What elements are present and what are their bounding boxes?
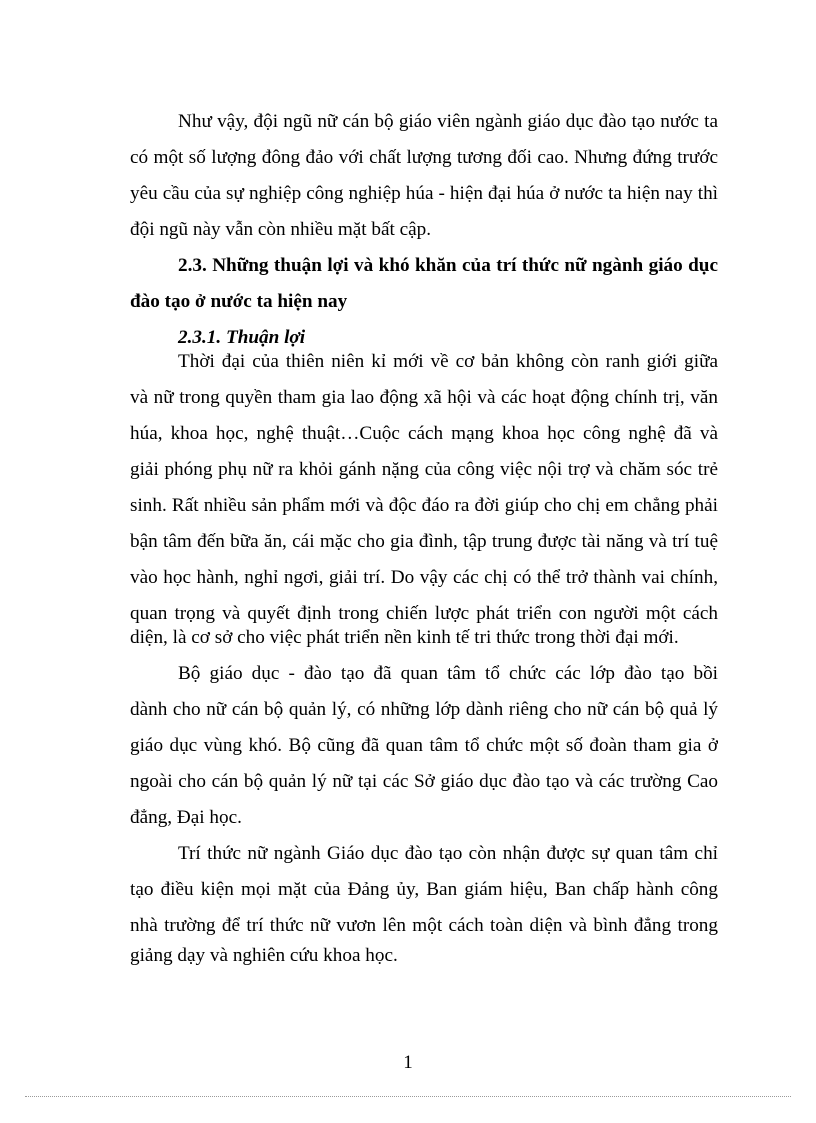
paragraph-line: tạo điều kiện mọi mặt của Đảng ủy, Ban giám hiệu, Ban chấp hành công [130,879,718,900]
paragraph-line: dành cho nữ cán bộ quản lý, có những lớp dành riêng cho nữ cán bộ quả lý [130,699,718,720]
paragraph-line: giảng dạy và nghiên cứu khoa học. [130,945,398,966]
paragraph-line: húa, khoa học, nghệ thuật…Cuộc cách mạng khoa học công nghệ đã và [130,423,718,444]
paragraph-line: đẳng, Đại học. [130,807,242,828]
paragraph-line: sinh. Rất nhiều sản phẩm mới và độc đáo ra đời giúp cho chị em chẳng phải [130,495,718,516]
heading-line: 2.3. Những thuận lợi và khó khăn của trí thức nữ ngành giáo dục [178,255,718,276]
paragraph-line: vào học hành, nghỉ ngơi, giải trí. Do vậy các chị có thể trở thành vai chính, [130,567,718,588]
paragraph-line: đội ngũ này vẫn còn nhiều mặt bất cập. [130,219,432,240]
paragraph-line: diện, là cơ sở cho việc phát triển nền kinh tế tri thức trong thời đại mới. [130,627,679,648]
paragraph-line: giáo dục vùng khó. Bộ cũng đã quan tâm tổ chức một số đoàn tham gia ở [130,735,718,756]
paragraph-line: Như vậy, đội ngũ nữ cán bộ giáo viên ngành giáo dục đào tạo nước ta [178,111,718,132]
paragraph-line: giải phóng phụ nữ ra khỏi gánh nặng của công việc nội trợ và chăm sóc trẻ [130,459,718,480]
paragraph-line: quan trọng và quyết định trong chiến lược phát triển con người một cách [130,603,718,624]
heading-line: đào tạo ở nước ta hiện nay [130,291,348,312]
paragraph-line: Bộ giáo dục - đào tạo đã quan tâm tổ chức các lớp đào tạo bồi [178,663,718,684]
paragraph-line: Trí thức nữ ngành Giáo dục đào tạo còn nhận được sự quan tâm chỉ [178,843,718,864]
paragraph-line: có một số lượng đông đảo với chất lượng tương đối cao. Nhưng đứng trước [130,147,718,168]
paragraph-line: và nữ trong quyền tham gia lao động xã hội và các hoạt động chính trị, văn [130,387,718,408]
subsection-heading: 2.3.1. Thuận lợi [178,327,306,348]
paragraph-line: nhà trường để trí thức nữ vươn lên một cách toàn diện và bình đẳng trong [130,915,718,936]
paragraph-line: yêu cầu của sự nghiệp công nghiệp húa - hiện đại húa ở nước ta hiện nay thì [130,183,718,204]
paragraph-line: Thời đại của thiên niên kỉ mới về cơ bản không còn ranh giới giữa [178,351,718,372]
paragraph-line: bận tâm đến bữa ăn, cái mặc cho gia đình, tập trung được tài năng và trí tuệ [130,531,718,552]
page-number: 1 [403,1052,413,1073]
paragraph-line: ngoài cho cán bộ quản lý nữ tại các Sở giáo dục đào tạo và các trường Cao [130,771,718,792]
page-bottom-divider [25,1096,791,1097]
